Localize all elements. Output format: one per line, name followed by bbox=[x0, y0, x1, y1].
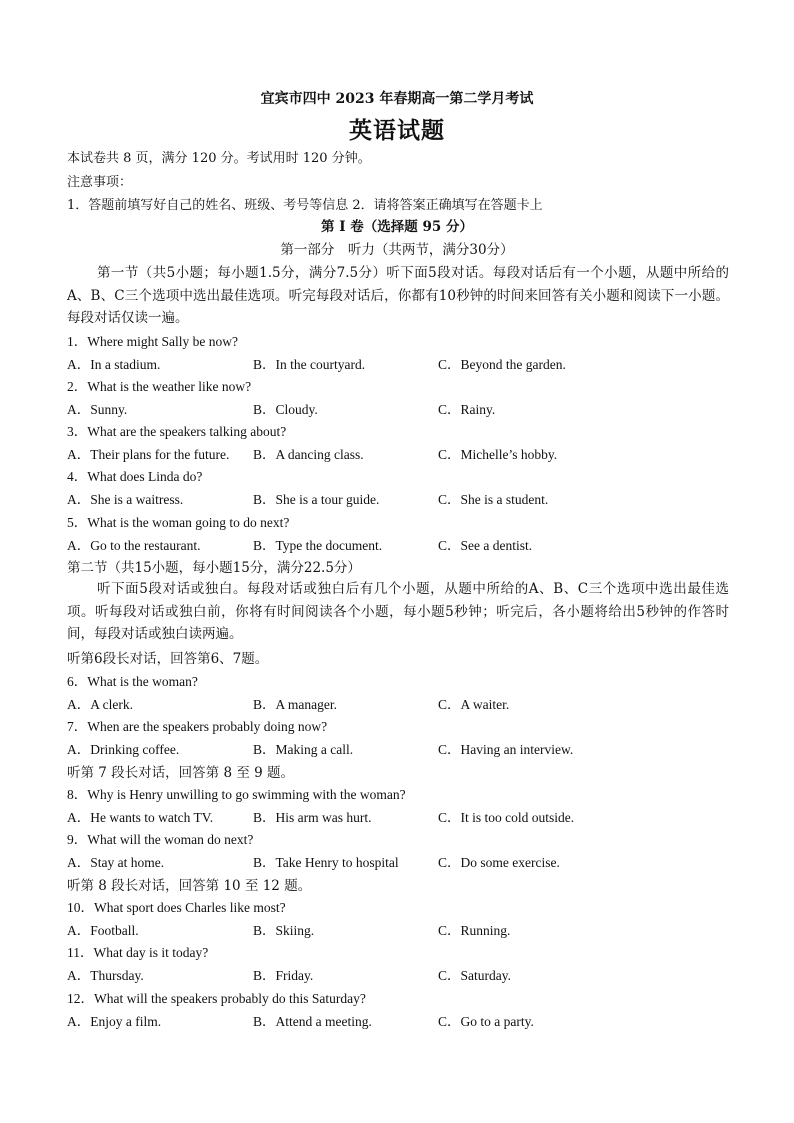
option-c: C．Do some exercise. bbox=[438, 854, 560, 870]
section1-instructions: 第一节（共5小题；每小题1.5分，满分7.5分）听下面5段对话。每段对话后有一个小题，从题中所给的A、B、C三个选项中选出最佳选项。听完每段对话后，你都有10秒钟的时间来回答有关小题和阅读下一小题。每段对话仅读一遍。 bbox=[67, 265, 729, 326]
option-c: C．She is a student. bbox=[438, 491, 549, 507]
question-stem: 2．What is the weather like now? bbox=[67, 379, 252, 394]
subject-title: 英语试题 bbox=[349, 117, 445, 144]
option-a: A．She is a waitress. bbox=[67, 491, 184, 507]
option-c: C．Saturday. bbox=[438, 967, 511, 983]
notice-item: 1．答题前填写好自己的姓名、班级、考号等信息 2．请将答案正确填写在答题卡上 bbox=[67, 198, 543, 213]
notice-label: 注意事项： bbox=[67, 175, 133, 190]
question-stem: 8．Why is Henry unwilling to go swimming with the woman? bbox=[67, 787, 406, 802]
option-c: C．Michelle’s hobby. bbox=[438, 446, 558, 462]
exam-info: 本试卷共 8 页，满分 120 分。考试用时 120 分钟。 bbox=[67, 151, 371, 166]
option-a: A．Sunny. bbox=[67, 401, 128, 417]
question-stem: 9．What will the woman do next? bbox=[67, 832, 254, 847]
option-c: C．A waiter. bbox=[438, 696, 510, 712]
option-b: B．Friday. bbox=[253, 967, 314, 983]
option-b: B．A dancing class. bbox=[253, 446, 364, 462]
option-a: A．A clerk. bbox=[67, 696, 133, 712]
option-b: B．Making a call. bbox=[253, 741, 354, 757]
option-b: B．Cloudy. bbox=[253, 401, 318, 417]
option-a: A．In a stadium. bbox=[67, 356, 161, 372]
section2-instructions: 听下面5段对话或独白。每段对话或独白后有几个小题，从题中所给的A、B、C三个选项中选出最佳选项。听每段对话或独白前，你将有时间阅读各个小题，每小题5秒钟；听完后，各小题将给出5秒钟的作答时间，每段对话或独白读两遍。 bbox=[67, 581, 729, 642]
dialog-heading: 听第 7 段长对话，回答第 8 至 9 题。 bbox=[67, 765, 295, 781]
option-a: A．Thursday. bbox=[67, 967, 144, 983]
question-stem: 12．What will the speakers probably do this Saturday? bbox=[67, 991, 366, 1006]
school-exam-line: 宜宾市四中 2023 年春期高一第二学月考试 bbox=[260, 91, 534, 107]
question-stem: 6．What is the woman? bbox=[67, 674, 198, 689]
option-a: A．Enjoy a film. bbox=[67, 1013, 162, 1029]
option-b: B．In the courtyard. bbox=[253, 356, 366, 372]
question-stem: 5．What is the woman going to do next? bbox=[67, 515, 290, 530]
section2-title: 第二节（共15小题，每小题15分，满分22.5分） bbox=[67, 560, 361, 576]
option-b: B．Skiing. bbox=[253, 922, 315, 938]
option-c: C．Go to a party. bbox=[438, 1013, 534, 1029]
volume-title: 第 I 卷（选择题 95 分） bbox=[321, 219, 473, 235]
option-a: A．Drinking coffee. bbox=[67, 741, 180, 757]
question-stem: 11．What day is it today? bbox=[67, 945, 209, 960]
option-c: C．Having an interview. bbox=[438, 741, 574, 757]
question-stem: 4．What does Linda do? bbox=[67, 469, 203, 484]
option-b: B．A manager. bbox=[253, 696, 337, 712]
option-b: B．Type the document. bbox=[253, 537, 383, 553]
option-a: A．Stay at home. bbox=[67, 854, 165, 870]
option-a: A．Football. bbox=[67, 922, 139, 938]
question-stem: 3．What are the speakers talking about? bbox=[67, 424, 287, 439]
option-b: B．His arm was hurt. bbox=[253, 809, 372, 825]
option-a: A．Go to the restaurant. bbox=[67, 537, 201, 553]
option-b: B．Attend a meeting. bbox=[253, 1013, 372, 1029]
option-c: C．It is too cold outside. bbox=[438, 809, 575, 825]
option-c: C．Beyond the garden. bbox=[438, 356, 566, 372]
question-stem: 7．When are the speakers probably doing now? bbox=[67, 719, 328, 734]
question-stem: 10．What sport does Charles like most? bbox=[67, 900, 286, 915]
part-title: 第一部分 听力（共两节，满分30分） bbox=[280, 242, 514, 258]
dialog-heading: 听第6段长对话，回答第6、7题。 bbox=[67, 651, 269, 667]
option-a: A．He wants to watch TV. bbox=[67, 809, 214, 825]
option-c: C．Rainy. bbox=[438, 401, 496, 417]
dialog-heading: 听第 8 段长对话，回答第 10 至 12 题。 bbox=[67, 878, 312, 894]
question-stem: 1．Where might Sally be now? bbox=[67, 334, 238, 349]
option-b: B．She is a tour guide. bbox=[253, 491, 380, 507]
option-a: A．Their plans for the future. bbox=[67, 446, 230, 462]
option-c: C．See a dentist. bbox=[438, 537, 533, 553]
option-b: B．Take Henry to hospital bbox=[253, 854, 399, 870]
option-c: C．Running. bbox=[438, 922, 511, 938]
